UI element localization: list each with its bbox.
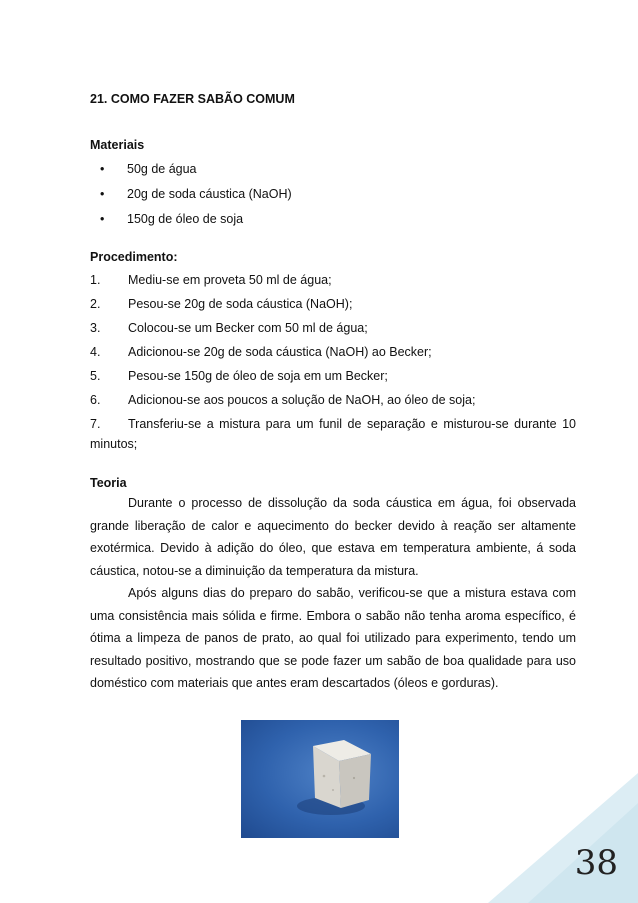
theory-paragraph: Durante o processo de dissolução da soda cáustica em água, foi observada grande liberação de calor e aquecimento do becker devido à reação ser altamente exotérmica. Devido à adição do óleo, que estava em temperatura ambiente, á soda cáustica, notou-se a diminuição da temperatura da mistura. [90, 496, 576, 578]
bullet-icon: • [100, 162, 105, 176]
material-text: 20g de soda cáustica (NaOH) [127, 187, 292, 201]
bullet-icon: • [100, 187, 105, 201]
material-text: 150g de óleo de soja [127, 212, 244, 226]
step-text: Mediu-se em proveta 50 ml de água; [128, 273, 332, 287]
step-number: 5. [90, 369, 101, 383]
step-continuation: minutos; [90, 437, 138, 451]
theory-body [90, 492, 576, 695]
list-item [90, 292, 576, 316]
step-text: Transferiu-se a mistura para um funil de separação e misturou-se durante 10 [128, 417, 576, 431]
step-number: 2. [90, 297, 101, 311]
page-title: 21. COMO FAZER SABÃO COMUM [90, 92, 295, 106]
procedure-heading: Procedimento: [90, 250, 178, 264]
list-item [90, 268, 576, 292]
theory-paragraph: Após alguns dias do preparo do sabão, verificou-se que a mistura estava com uma consistência mais sólida e firme. Embora o sabão não tenha aroma específico, é ótima a limpeza de panos de prato, ao qual foi utilizado para experimento, tendo um resultado positivo, mostrando que se pode fazer um sabão de boa qualidade para uso doméstico com materiais que antes eram descartados (óleos e gorduras). [90, 586, 576, 690]
bullet-icon: • [100, 212, 105, 226]
page-content [90, 90, 576, 695]
list-item [90, 364, 576, 388]
list-item [90, 316, 576, 340]
materials-list [90, 160, 576, 228]
step-text: Adicionou-se aos poucos a solução de NaOH, ao óleo de soja; [128, 393, 476, 407]
step-number: 7. [90, 417, 101, 431]
soap-bar-image [241, 720, 399, 838]
page-number: 38 [574, 843, 618, 883]
soap-photo [241, 720, 399, 838]
list-item [90, 412, 576, 436]
list-item [100, 210, 576, 228]
step-text: Adicionou-se 20g de soda cáustica (NaOH) ao Becker; [128, 345, 432, 359]
procedure-list [90, 268, 576, 436]
list-item [90, 340, 576, 364]
material-text: 50g de água [127, 162, 197, 176]
list-item [90, 388, 576, 412]
step-text: Colocou-se um Becker com 50 ml de água; [128, 321, 368, 335]
step-text: Pesou-se 150g de óleo de soja em um Becker; [128, 369, 388, 383]
step-number: 4. [90, 345, 101, 359]
list-item [100, 185, 576, 203]
materials-heading: Materiais [90, 138, 145, 152]
corner-decoration [488, 773, 638, 903]
step-text: Pesou-se 20g de soda cáustica (NaOH); [128, 297, 353, 311]
step-number: 1. [90, 273, 101, 287]
theory-heading: Teoria [90, 476, 127, 490]
step-number: 3. [90, 321, 101, 335]
step-number: 6. [90, 393, 101, 407]
list-item [100, 160, 576, 178]
